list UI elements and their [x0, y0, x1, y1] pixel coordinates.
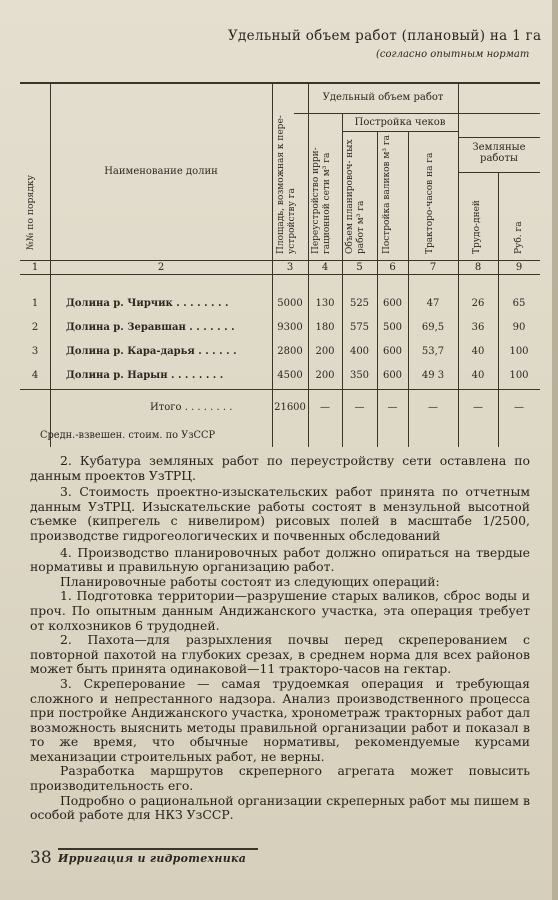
cell-area: 4500	[277, 370, 303, 381]
cell-leveling: 400	[349, 346, 370, 357]
col-header-index: №№ по порядку	[25, 174, 36, 250]
cell-banks: 600	[382, 298, 403, 309]
paragraph: 3. Скреперование — самая трудоемкая операция и требующая сложного и непрестанного надзора. Анализ производственного процесса при постройке Андижанского участка, хронометраж тракторных работ дал возможность выяснить методы правильной организации работ и показал в то же время, что обычные нормативы, рекомендуемые курсами механизации строительных работ, не верны.	[30, 675, 530, 764]
total-dash: —	[354, 402, 365, 413]
rule-under-group	[294, 113, 540, 114]
cell-rebuild: 200	[315, 370, 335, 381]
col-header-name: Наименование долин	[104, 166, 218, 177]
cell-banks: 600	[382, 370, 403, 381]
paragraph: Подробно о рациональной организации скреперных работ мы пишем в особой работе для НКЗ УзССР.	[30, 792, 530, 823]
col-number-5: 5	[356, 262, 363, 273]
cell-tractor: 53,7	[421, 346, 445, 357]
col-number-1: 1	[31, 262, 39, 273]
paragraph: 1. Подготовка территории—разрушение старых валиков, сброс воды и проч. По опытным данным Андижанского участка, эта операция требует от колхозников 6 трудодней.	[30, 588, 530, 633]
rule-above-total	[20, 389, 540, 390]
vrule-6	[408, 131, 409, 447]
paragraph: Разработка маршрутов скреперного агрегата может повысить производительность его.	[30, 763, 530, 794]
row-valley-name: Долина р. Зеравшан . . . . . . .	[66, 322, 235, 333]
cell-leveling: 525	[349, 298, 370, 309]
row-index: 3	[31, 346, 39, 357]
cell-rub: 90	[512, 322, 526, 333]
work-volume-table	[20, 82, 540, 447]
row-index: 4	[31, 370, 39, 381]
rule-under-earth-top	[458, 137, 540, 138]
journal-title: Ирригация и гидротехника	[58, 852, 247, 865]
col-header-tractor: Тракторо-часов на га	[425, 152, 435, 254]
cell-rub: 65	[512, 298, 526, 309]
cell-banks: 600	[382, 346, 403, 357]
row-valley-name: Долина р. Нарын . . . . . . . .	[66, 370, 224, 381]
col-header-workdays: Трудо-дней	[472, 200, 482, 254]
page-subtitle: (согласно опытным нормат	[376, 49, 530, 60]
paragraph: 3. Стоимость проектно-изыскательских работ принята по отчетным данным УзТРЦ. Изыскательские работы состоят в мензульной высотной съемке (кипрегель с нивелиром) рисовых полей в масштабе 1/2500, производстве гидрогеологических и почвенных обследований	[30, 484, 530, 543]
cell-workdays: 40	[471, 346, 485, 357]
cell-workdays: 26	[471, 298, 485, 309]
cell-area: 9300	[277, 322, 303, 333]
col-header-area: Площадь, возможная к пере- устройству га	[276, 115, 297, 254]
rule-under-headers	[20, 260, 540, 261]
table-top-rule	[20, 82, 540, 84]
paragraph: 4. Производство планировочных работ должно опираться на твердые нормативы и правильную организацию работ.	[30, 544, 530, 575]
col-header-rebuild: Переустройство ирри- гационной сети м³ га	[311, 147, 332, 254]
row-index: 1	[31, 298, 39, 309]
total-label: Итого . . . . . . . .	[150, 402, 233, 413]
vrule-5	[377, 131, 378, 447]
total-dash: —	[320, 402, 330, 413]
cell-rebuild: 200	[315, 346, 335, 357]
col-header-leveling: Объем планировоч- ных работ м³ га	[345, 139, 366, 254]
page-footer	[30, 848, 530, 870]
rule-under-earth	[458, 172, 540, 173]
col-number-9: 9	[515, 262, 523, 273]
cell-workdays: 36	[471, 322, 485, 333]
cell-workdays: 40	[471, 370, 485, 381]
cell-area: 2800	[277, 346, 303, 357]
total-dash: —	[387, 402, 398, 413]
vrule-4	[342, 113, 343, 447]
body-text	[30, 454, 530, 823]
col-number-6: 6	[389, 262, 396, 273]
page-number: 38	[30, 848, 52, 868]
cell-leveling: 350	[349, 370, 370, 381]
cell-rub: 100	[509, 370, 529, 381]
avg-label: Средн.-взвешен. стоим. по УзССР	[40, 430, 216, 441]
paragraph: 2. Пахота—для разрыхления почвы перед скреперованием с повторной пахотой на глубоких срезах, в среднем норма для всех районов может быть принята одинаковой—11 тракторо-часов на гектар.	[30, 632, 530, 677]
cell-leveling: 575	[349, 322, 370, 333]
col-number-3: 3	[286, 262, 294, 273]
col-number-8: 8	[474, 262, 482, 273]
cell-tractor: 47	[426, 298, 440, 309]
col-header-rub: Руб. га	[514, 221, 524, 254]
footer-rule	[58, 848, 258, 850]
total-dash: —	[428, 402, 438, 413]
cell-rebuild: 180	[315, 322, 335, 333]
col-header-group: Удельный объем работ	[322, 92, 444, 103]
rule-under-checks	[342, 131, 458, 132]
cell-rebuild: 130	[315, 298, 335, 309]
cell-tractor: 49 3	[421, 370, 445, 381]
col-number-7: 7	[429, 262, 437, 273]
col-number-4: 4	[321, 262, 329, 273]
paragraph: Планировочные работы состоят из следующих операций:	[60, 573, 440, 589]
cell-banks: 500	[382, 322, 403, 333]
cell-tractor: 69,5	[421, 322, 445, 333]
rule-under-colnums	[20, 274, 540, 275]
col-header-earth: Земляные работы	[472, 142, 526, 164]
row-valley-name: Долина р. Чирчик . . . . . . . .	[66, 298, 229, 309]
paragraph: 2. Кубатура земляных работ по переустройству сети оставлена по данным проектов УзТРЦ.	[30, 453, 530, 483]
row-index: 2	[31, 322, 39, 333]
cell-area: 5000	[277, 298, 303, 309]
row-valley-name: Долина р. Кара-дарья . . . . . .	[66, 346, 237, 357]
page-edge	[552, 0, 558, 900]
page-title: Удельный объем работ (плановый) на 1 га	[228, 28, 542, 44]
total-area: 21600	[274, 402, 306, 413]
col-number-2: 2	[157, 262, 165, 273]
cell-rub: 100	[509, 346, 529, 357]
col-header-banks: Постройка валиков м³ га	[382, 135, 392, 254]
col-header-checks: Постройка чеков	[354, 117, 446, 128]
total-dash: —	[514, 402, 524, 413]
total-dash: —	[473, 402, 483, 413]
